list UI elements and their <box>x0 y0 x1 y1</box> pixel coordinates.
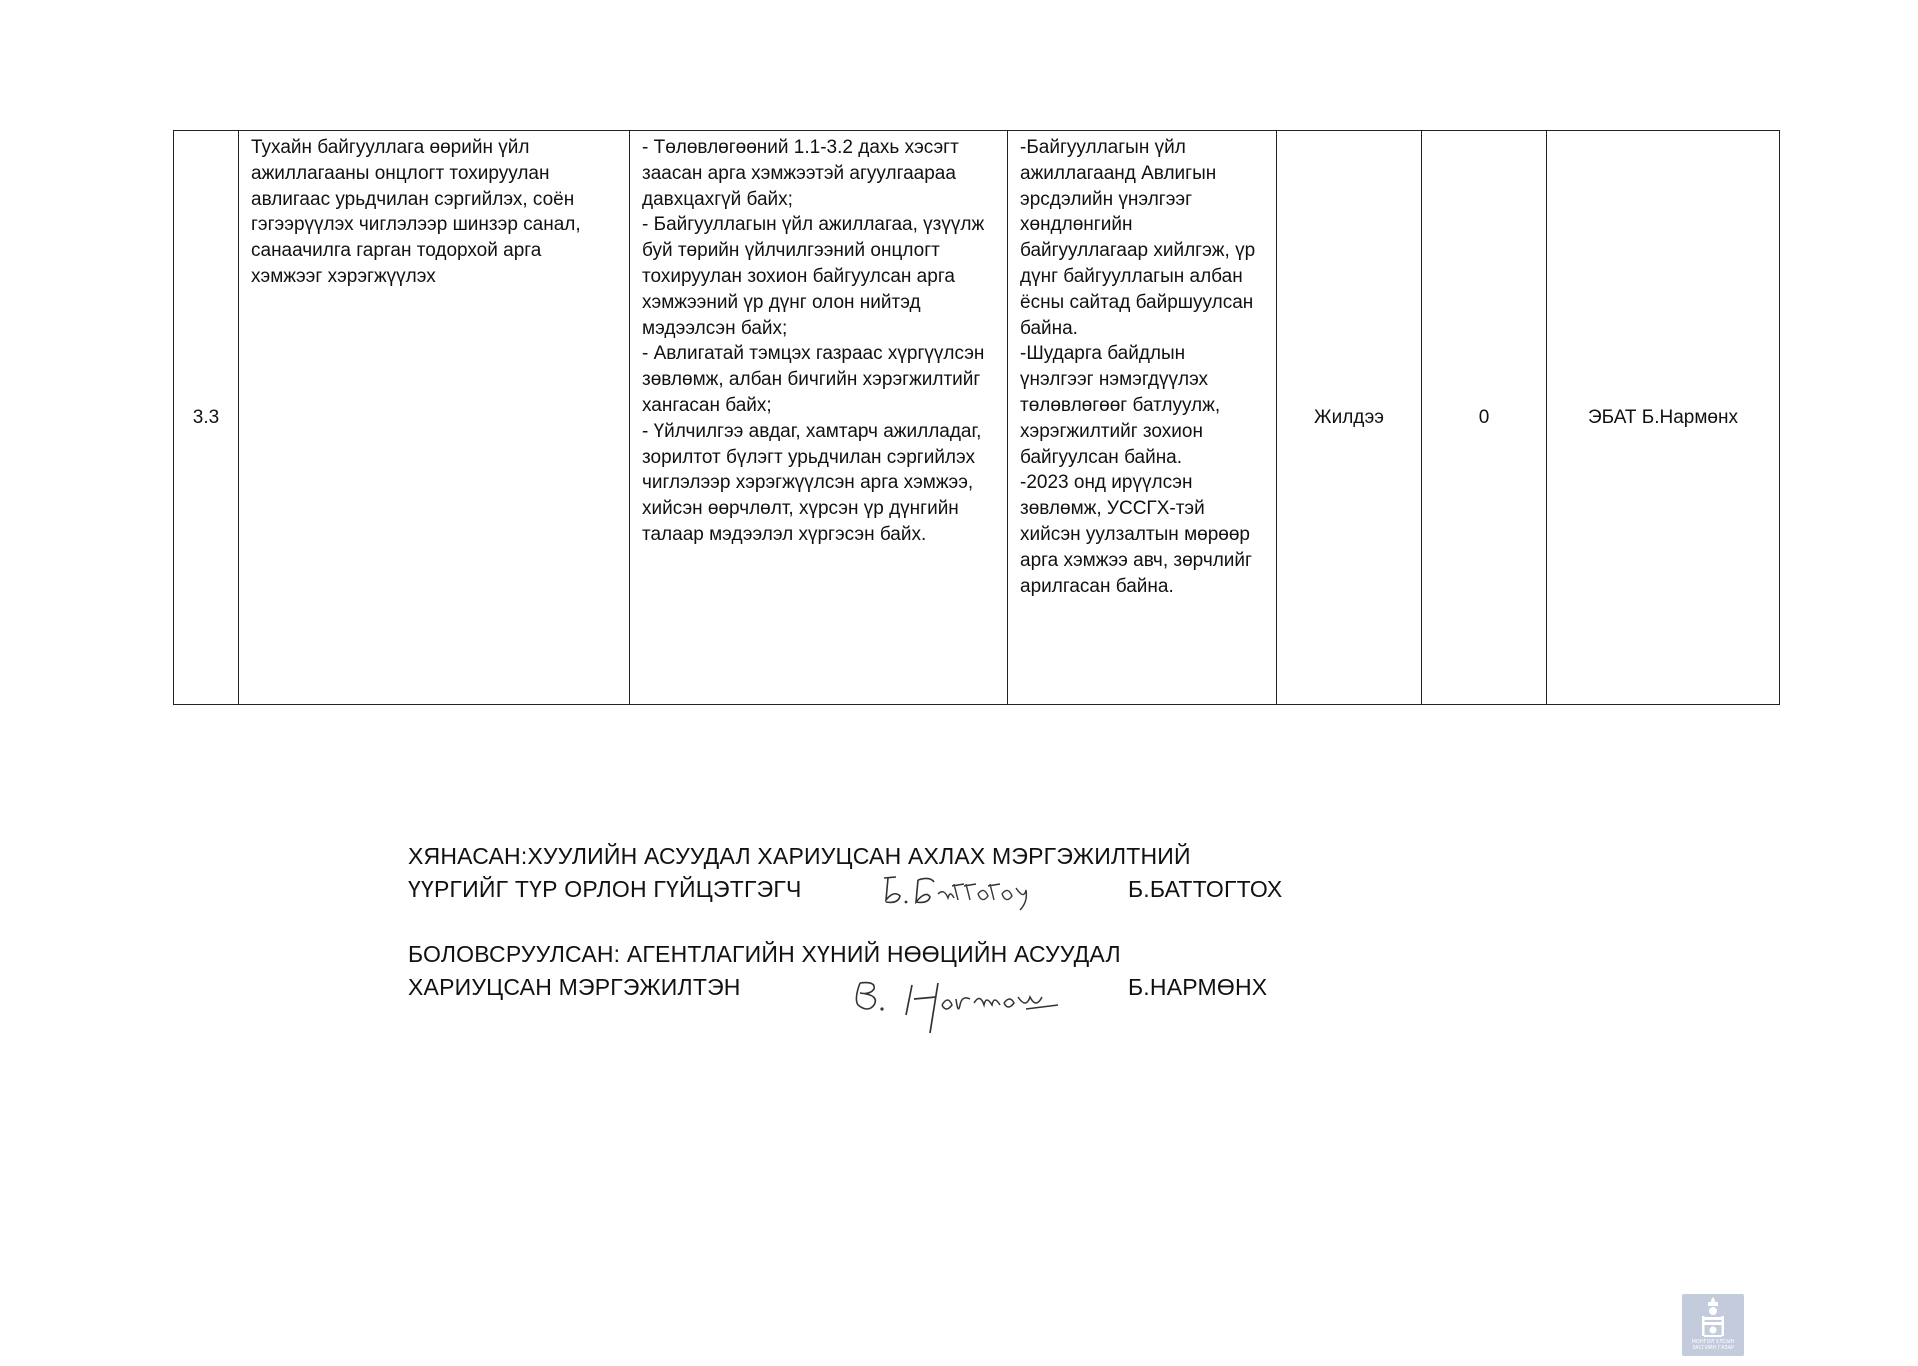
criteria-item: - Үйлчилгээ авдаг, хамтарч ажилладаг, зорилтот бүлэгт урьдчилан сэргийлэх чиглэлээр хэрэгжүүлсэн арга хэмжээ, хийсэн өөрчлөлт, хүрсэн үр дүнгийн талаар мэдээлэл хүргэсэн байх. <box>642 420 982 545</box>
prepared-handwritten-signature <box>850 975 1100 1037</box>
result-item: -Байгууллагын үйл ажиллагаанд Авлигын эрсдэлийн үнэлгээг хөндлөнгийн байгууллагаар хийлгэж, үр дүнг байгууллагын албан ёсны сайтад байршуулсан байна. <box>1020 137 1256 339</box>
row-number: 3.3 <box>174 131 239 705</box>
reviewed-signature-block <box>408 840 1283 906</box>
score-cell: 0 <box>1422 131 1547 705</box>
emblem-caption: МОНГОЛ УЛСЫН ЗАСГИЙН ГАЗАР <box>1691 1339 1735 1351</box>
prepared-title-line1: БОЛОВСРУУЛСАН: АГЕНТЛАГИЙН ХҮНИЙ НӨӨЦИЙН АСУУДАЛ <box>408 941 1121 967</box>
task-description: Тухайн байгууллага өөрийн үйл ажиллагааны онцлогт тохируулан авлигаас урьдчилан сэргийлэх, соён гэгээрүүлэх чиглэлээр шинзэр санал, санаачилга гарган тодорхой арга хэмжээг хэрэгжүүлэх <box>239 131 630 705</box>
result-item: -Шударга байдлын үнэлгээг нэмэгдүүлэх төлөвлөгөөг батлуулж, хэрэгжилтийг зохион байгуулсан байна. <box>1020 343 1221 468</box>
criteria-item: - Төлөвлөгөөний 1.1-3.2 дахь хэсэгт заасан арга хэмжээтэй агуулгаараа давхцахгүй байх; <box>642 137 959 210</box>
period-cell: Жилдээ <box>1277 131 1422 705</box>
reviewed-title-line1: ХЯНАСАН:ХУУЛИЙН АСУУДАЛ ХАРИУЦСАН АХЛАХ МЭРГЭЖИЛТНИЙ <box>408 843 1191 869</box>
reviewed-handwritten-signature <box>878 870 1048 912</box>
criteria-item: - Байгууллагын үйл ажиллагаа, үзүүлж буй төрийн үйлчилгээний онцлогт тохируулан зохион байгуулсан арга хэмжээний үр дүнг олон нийтэд мэдээлсэн байх; <box>642 214 985 339</box>
plan-table <box>173 130 1780 705</box>
result-item: -2023 онд ирүүлсэн зөвлөмж, УССГХ-тэй хийсэн уулзалтын мөрөөр арга хэмжээ авч, зөрчлийг арилгасан байна. <box>1020 472 1252 597</box>
criteria-cell <box>630 131 1008 705</box>
table-row <box>174 131 1780 705</box>
government-emblem-logo <box>1682 1294 1744 1356</box>
reviewed-name: Б.БАТТОГТОХ <box>1128 876 1283 902</box>
reviewed-title-text: ҮҮРГИЙГ ТҮР ОРЛОН ГҮЙЦЭТГЭГЧ <box>408 876 802 902</box>
results-cell <box>1008 131 1277 705</box>
reviewed-title-line2 <box>408 873 1283 906</box>
prepared-title-text: ХАРИУЦСАН МЭРГЭЖИЛТЭН <box>408 974 741 1000</box>
prepared-name: Б.НАРМӨНХ <box>1128 974 1268 1000</box>
responsible-cell: ЭБАТ Б.Нармөнх <box>1547 131 1780 705</box>
criteria-item: - Авлигатай тэмцэх газраас хүргүүлсэн зөвлөмж, албан бичгийн хэрэгжилтийг хангасан байх; <box>642 343 985 416</box>
